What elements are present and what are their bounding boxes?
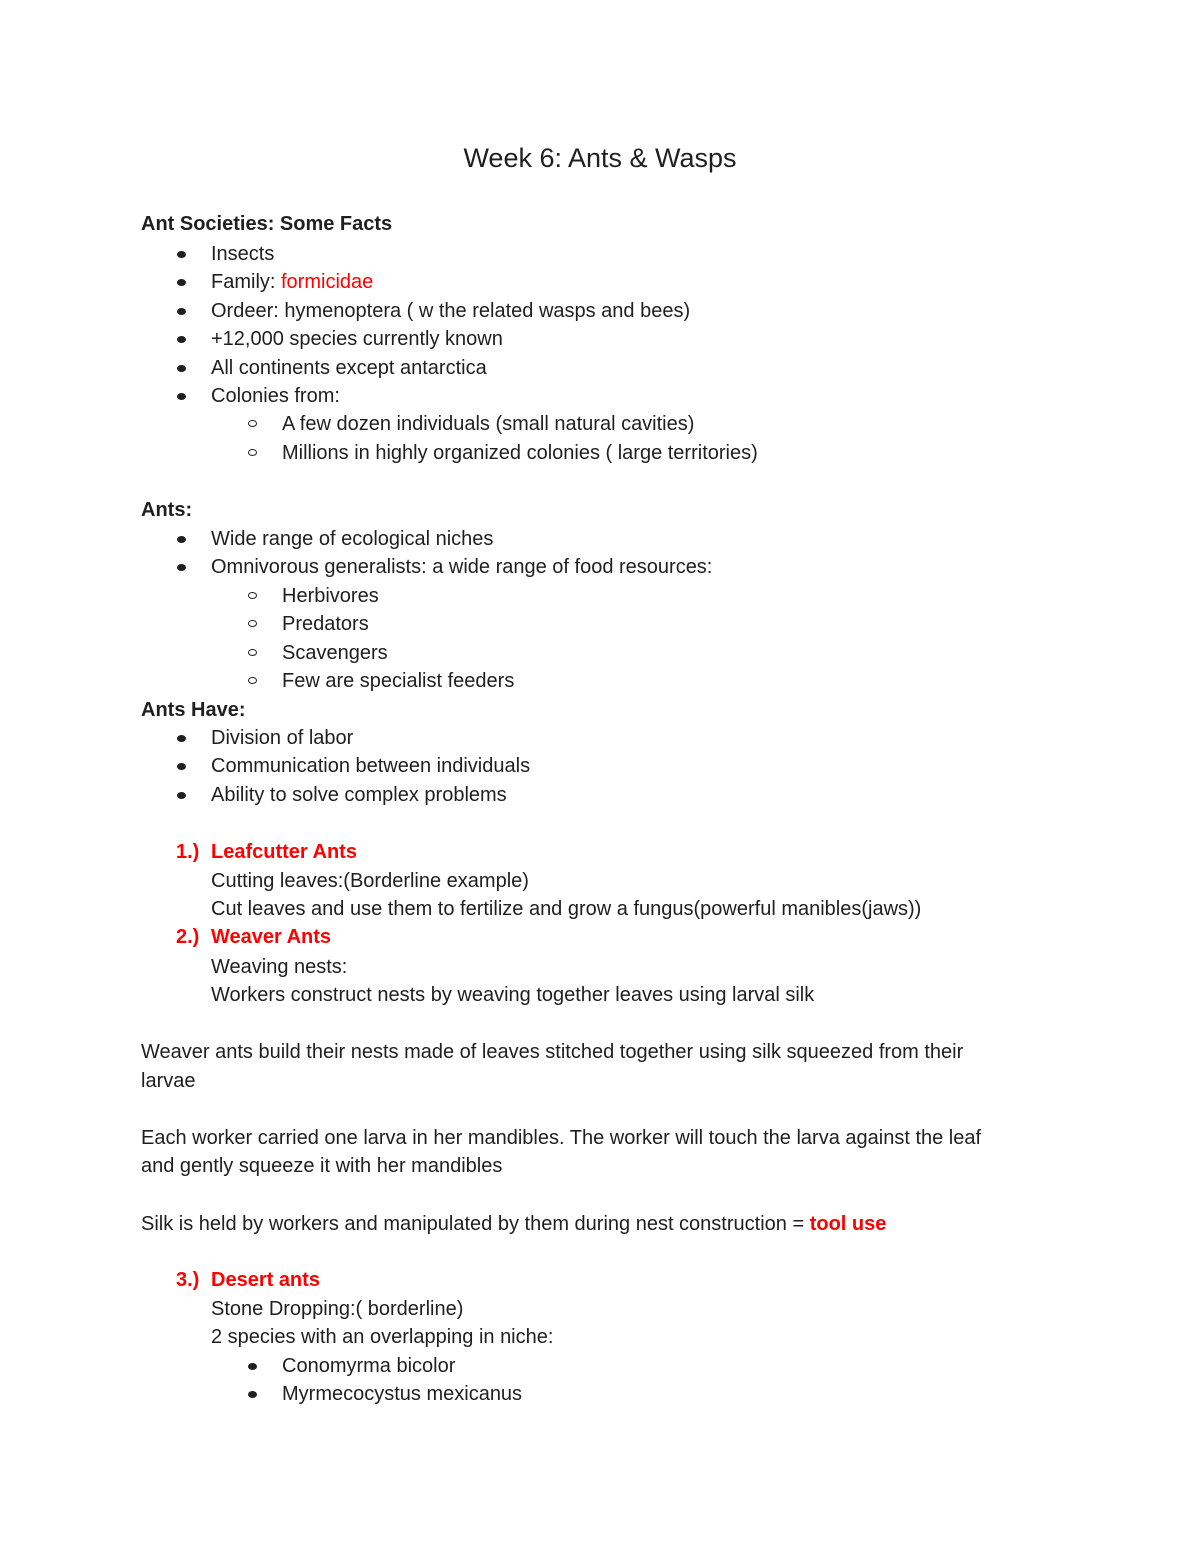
bullet-icon — [248, 1363, 257, 1370]
sub-list-item: A few dozen individuals (small natural cavities) — [282, 413, 695, 435]
list-item: Insects — [211, 243, 275, 265]
list-item — [211, 268, 373, 296]
hollow-bullet-icon — [248, 420, 257, 427]
list-item: Conomyrma bicolor — [282, 1355, 456, 1377]
sub-list-item: Few are specialist feeders — [282, 670, 515, 692]
list-item-prefix: Family: — [211, 271, 281, 293]
bullet-icon — [177, 308, 186, 315]
highlight-formicidae: formicidae — [281, 271, 374, 293]
text-line: 2 species with an overlapping in niche: — [211, 1326, 554, 1348]
text-line: Cutting leaves:(Borderline example) — [211, 870, 529, 892]
bullet-icon — [177, 279, 186, 286]
hollow-bullet-icon — [248, 677, 257, 684]
sub-list-item: Millions in highly organized colonies ( large territories) — [282, 442, 758, 464]
page-title: Week 6: Ants & Wasps — [463, 143, 737, 173]
paragraph-line: Weaver ants build their nests made of leaves stitched together using silk squeezed from their — [141, 1041, 964, 1063]
list-item: Wide range of ecological niches — [211, 528, 494, 550]
highlight-tool-use: tool use — [809, 1213, 887, 1235]
list-item: Communication between individuals — [211, 755, 531, 777]
text-line: Stone Dropping:( borderline) — [211, 1298, 464, 1320]
list-item: Ordeer: hymenoptera ( w the related wasps and bees) — [211, 300, 691, 322]
text-line: Workers construct nests by weaving together leaves using larval silk — [211, 984, 815, 1006]
list-number: 2.) — [176, 926, 200, 948]
sub-list-item: Predators — [282, 613, 369, 635]
list-item: Division of labor — [211, 727, 354, 749]
paragraph-line — [141, 1210, 886, 1238]
paragraph-line: and gently squeeze it with her mandibles — [141, 1155, 503, 1177]
section-heading-ants: Ants: — [141, 499, 193, 521]
bullet-icon — [177, 536, 186, 543]
paragraph-line: larvae — [141, 1070, 196, 1092]
bullet-icon — [248, 1391, 257, 1398]
list-item: All continents except antarctica — [211, 357, 487, 379]
sub-list-item: Scavengers — [282, 642, 388, 664]
list-item: Colonies from: — [211, 385, 340, 407]
list-number: 3.) — [176, 1269, 200, 1291]
section-heading-ant-societies: Ant Societies: Some Facts — [141, 213, 393, 235]
list-number: 1.) — [176, 841, 200, 863]
bullet-icon — [177, 393, 186, 400]
bullet-icon — [177, 763, 186, 770]
sub-list-item: Herbivores — [282, 585, 379, 607]
text-line: Weaving nests: — [211, 956, 348, 978]
hollow-bullet-icon — [248, 592, 257, 599]
list-item: Myrmecocystus mexicanus — [282, 1383, 523, 1405]
heading-leafcutter-ants: Leafcutter Ants — [211, 841, 357, 863]
paragraph-text: Silk is held by workers and manipulated by them during nest construction = — [141, 1213, 810, 1235]
hollow-bullet-icon — [248, 620, 257, 627]
bullet-icon — [177, 365, 186, 372]
list-item: Ability to solve complex problems — [211, 784, 507, 806]
paragraph-line: Each worker carried one larva in her mandibles. The worker will touch the larva against the leaf — [141, 1127, 982, 1149]
bullet-icon — [177, 735, 186, 742]
text-line: Cut leaves and use them to fertilize and grow a fungus(powerful manibles(jaws)) — [211, 898, 922, 920]
list-item: +12,000 species currently known — [211, 328, 503, 350]
heading-desert-ants: Desert ants — [211, 1269, 320, 1291]
bullet-icon — [177, 564, 186, 571]
bullet-icon — [177, 251, 186, 258]
section-heading-ants-have: Ants Have: — [141, 699, 246, 721]
heading-weaver-ants: Weaver Ants — [211, 926, 332, 948]
hollow-bullet-icon — [248, 449, 257, 456]
hollow-bullet-icon — [248, 649, 257, 656]
bullet-icon — [177, 336, 186, 343]
list-item: Omnivorous generalists: a wide range of food resources: — [211, 556, 713, 578]
bullet-icon — [177, 792, 186, 799]
